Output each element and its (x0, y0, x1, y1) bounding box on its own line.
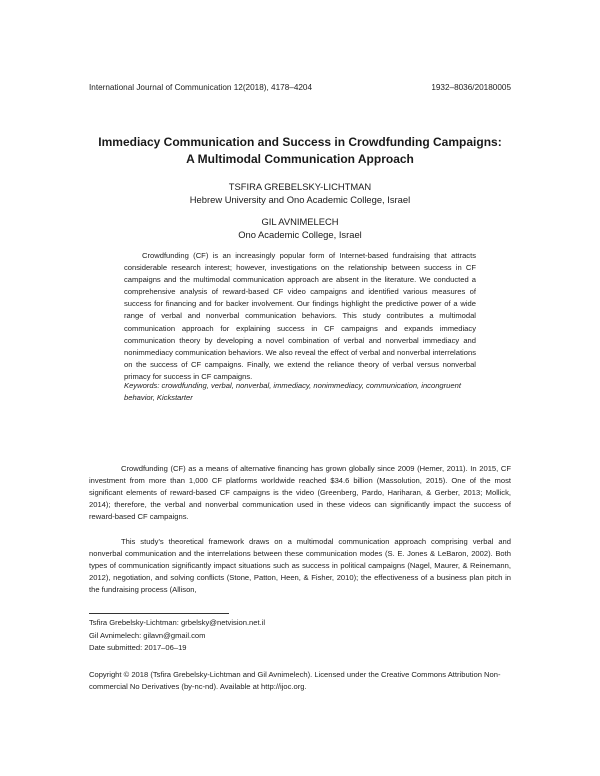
author-name: TSFIRA GREBELSKY-LICHTMAN (228, 181, 372, 192)
footnote-divider (89, 613, 229, 614)
paper-title (60, 134, 540, 168)
footnote-email-1: Tsfira Grebelsky-Lichtman: grbelsky@netvision.net.il (89, 618, 266, 627)
author-affiliation: Hebrew University and Ono Academic College, Israel (189, 194, 411, 205)
title-line-2: A Multimodal Communication Approach (186, 152, 414, 166)
paragraph-text: This study's theoretical framework draws on a multimodal communication approach comprising verbal and nonverbal communication and the interrelations between these communication modes (S. E. Jones & LeBaron, 2002). Both types of communication significantly impact situations such as success in political campaigns (Nagel, Maurer, & Reinemann, 2012), negotiation, and solving conflicts (Stone, Patton, Heen, & Fisher, 2010); the effectiveness of a business plan pitch in the fundraising process (Allison, (89, 537, 511, 595)
abstract (124, 250, 476, 383)
author-2 (60, 215, 540, 241)
author-affiliation: Ono Academic College, Israel (238, 229, 362, 240)
footnote-date-submitted: Date submitted: 2017–06–19 (89, 643, 187, 652)
body-paragraph-1 (89, 463, 511, 523)
copyright-notice: Copyright © 2018 (Tsfira Grebelsky-Lichtman and Gil Avnimelech). Licensed under the Creative Commons Attribution Non-commercial No Derivatives (by-nc-nd). Available at http://ijoc.org. (89, 670, 501, 691)
paragraph-text: Crowdfunding (CF) as a means of alternative financing has grown globally since 2009 (Hemer, 2011). In 2015, CF investment from more than 1,000 CF platforms worldwide reached $34.6 billion (Massolution, 2015). One of the most significant elements of reward-based CF campaigns is the video (Greenberg, Pardo, Hariharan, & Gerber, 2013; Mollick, 2014); therefore, the verbal and nonverbal communication used in these videos can significantly impact the success of reward-based CF campaigns. (89, 464, 511, 522)
title-line-1: Immediacy Communication and Success in Crowdfunding Campaigns: (98, 135, 502, 149)
author-name: GIL AVNIMELECH (261, 216, 339, 227)
footnote-email-2: Gil Avnimelech: gilavn@gmail.com (89, 631, 206, 640)
keywords: Keywords: crowdfunding, verbal, nonverbal, immediacy, nonimmediacy, communication, incongruent behavior, Kickstarter (124, 381, 461, 403)
journal-citation: International Journal of Communication 12(2018), 4178–4204 (89, 83, 313, 92)
running-header (89, 83, 511, 95)
author-1 (60, 180, 540, 206)
abstract-text: Crowdfunding (CF) is an increasingly popular form of Internet-based fundraising that attracts considerable research interest; however, investigations on the relationship between success in CF campaigns and the multimodal communication approach are absent in the literature. We conducted a comprehensive analysis of reward-based CF video campaigns and identified various measures of success for financing and for backer involvement. Our findings highlight the predictive power of a wide range of verbal and nonverbal communication behaviors. This study contributes a multimodal communication approach for explaining success in CF campaigns and expands immediacy communication theory by developing a novel combination of verbal and nonverbal immediacy and nonimmediacy communication behaviors. We also reveal the effect of verbal and nonverbal interrelations on the success of CF campaigns. Finally, we extend the reliance theory of verbal versus nonverbal primacy for success in CF campaigns. (124, 251, 476, 381)
body-paragraph-2 (89, 536, 511, 596)
issn: 1932–8036/20180005 (431, 83, 511, 92)
